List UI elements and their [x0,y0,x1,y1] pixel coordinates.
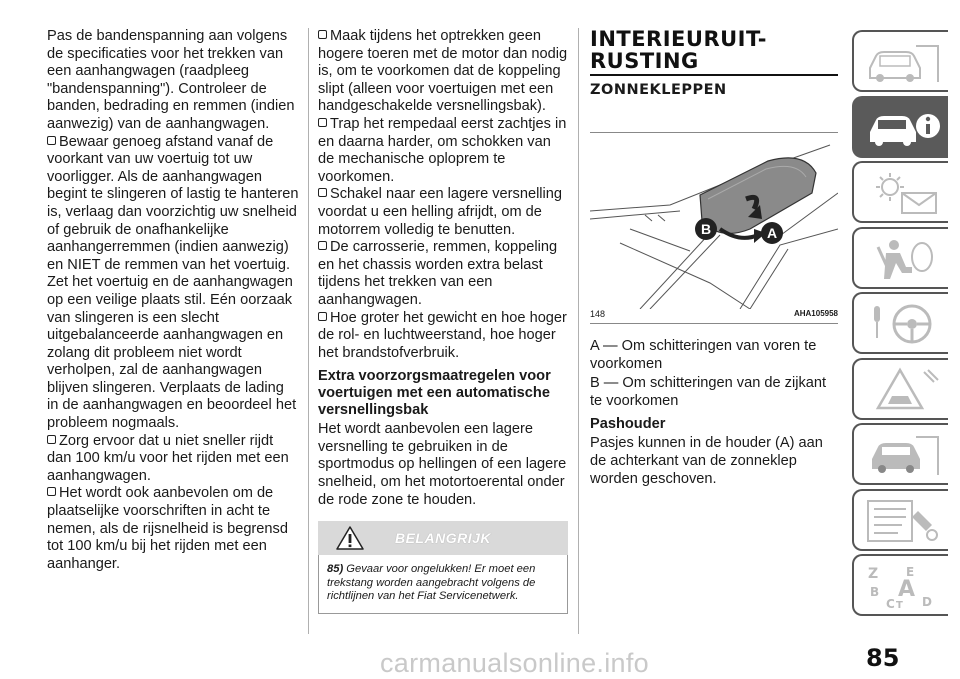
bullet-text: Hoe groter het gewicht en hoe hoger de rol- en luchtweerstand, hoe hoger het brandstofverbruik. [318,309,567,361]
chapter-title [590,28,838,72]
warning-header [318,521,568,555]
tab-car[interactable] [852,30,948,92]
index-letter: E [906,565,915,579]
bullet-box-icon [318,188,327,197]
column-divider-2 [578,28,579,634]
bullet-item [47,485,299,573]
index-letter: D [922,595,932,609]
section-title: ZONNEKLEPPEN [590,82,727,98]
bullet-text: Trap het rempedaal eerst zachtjes in en daarna harder, om schokken van de mechanische oploprem te voorkomen. [318,115,567,185]
index-letter: B [870,585,880,599]
bullet-box-icon [318,118,327,127]
tab-safety[interactable] [852,227,948,289]
sun-visor-illustration [590,133,838,309]
figure-legend [590,338,838,410]
subsection-paragraph: Pasjes kunnen in de houder (A) aan de achterkant van de zonneklep worden geschoven. [590,435,823,487]
bullet-item [47,134,299,433]
sun-visor-figure [590,132,838,309]
tab-car-info[interactable] [852,96,948,158]
figure-label-a: A [766,225,778,241]
column-divider-1 [308,28,309,634]
warning-lights-icon [862,169,942,217]
figure-code: AHA105958 [793,309,838,318]
tab-index[interactable] [852,554,948,616]
bullet-item [318,186,568,239]
tab-specifications[interactable] [852,489,948,551]
intro-paragraph: Pas de bandenspanning aan volgens de specificaties voor het trekken van een aanhangwagen (raadpleeg "bandenspanning"). Controleer de banden, bedrading en remmen (indien aanwezig) van de aanhangwagen. [47,28,295,132]
airbag-icon [862,235,942,283]
figure-number: 148 [590,309,606,319]
bullet-box-icon [318,312,327,321]
chapter-title-line: INTERIEURUIT- [590,27,767,51]
warning-title: BELANGRIJK [394,530,491,547]
subsection-heading: Extra voorzorgsmaatregelen voor voertuigen met een automatische versnellingsbak [318,368,551,419]
legend-item-b: B — Om schitteringen van de zijkant te voorkomen [590,375,827,409]
bullet-text: Bewaar genoeg afstand vanaf de voorkant van uw voertuig tot uw voorligger. Als de aanhangwagen begint te slingeren of lastig te hanteren is, verlaag dan voorzichtig uw snelheid of gebruik de onafhankelijke aanhangerremmen (indien aanwezig) en NIET de remmen van het voertuig. Zet het voertuig en de aanhangwagen op een veilige plaats stil. Eén oorzaak van slingeren is een slecht uitgebalanceerde aanhangwagen en zolang dit probleem niet wordt verholpen, zal de aanhangwagen blijven slingeren. Verplaats de lading in de aanhangwagen en beoordeel het probleem nogmaals. [47,133,299,432]
bullet-item [318,28,568,116]
figure-caption-bar [590,309,838,324]
chapter-title-line: RUSTING [590,49,699,73]
bullet-text: Schakel naar een lagere versnelling voordat u een helling afrijdt, om de motorrem volledig te benutten. [318,186,563,238]
bullet-box-icon [318,241,327,250]
bullet-box-icon [47,435,56,444]
bullet-text: De carrosserie, remmen, koppeling en het chassis worden extra belast tijdens het trekken van een aanhangwagen. [318,239,558,308]
bullet-text: Zorg ervoor dat u niet sneller rijdt dan 100 km/u voor het rijden met een aanhangwagen. [47,432,289,484]
tab-warning-lights[interactable] [852,161,948,223]
chapter-rule [590,74,838,76]
car-maintenance-icon [862,431,942,479]
chapter-tab-sidebar [852,30,948,620]
tab-maintenance[interactable] [852,423,948,485]
specifications-icon [862,497,942,545]
bullet-text: Maak tijdens het optrekken geen hogere toeren met de motor dan nodig is, om te voorkomen dat de koppeling slipt (alleen voor voertuigen met een handgeschakelde versnellingsbak). [318,28,568,115]
warning-box [318,555,568,614]
bullet-item [318,116,568,186]
figure-label-b: B [700,221,712,237]
warning-number: 85) [327,563,344,576]
page-number: 85 [866,644,900,672]
bullet-box-icon [318,30,327,39]
index-icon [862,562,942,610]
column-2 [318,28,568,614]
column-1 [47,28,299,573]
bullet-box-icon [47,136,56,145]
road-warning-icon [862,366,942,414]
bullet-box-icon [47,487,56,496]
tab-starting-driving[interactable] [852,292,948,354]
warning-text: Gevaar voor ongelukken! Er moet een trekstang worden aangebracht volgens de richtlijnen van het Fiat Servicenetwerk. [327,563,536,603]
bullet-item [318,239,568,309]
index-letter: C [886,597,895,610]
car-info-icon [862,104,942,152]
bullet-item [47,433,299,486]
watermark: carmanualsonline.info [380,648,649,678]
tab-emergency[interactable] [852,358,948,420]
legend-item-a: A — Om schitteringen van voren te voorkomen [590,338,817,372]
bullet-text: Het wordt ook aanbevolen om de plaatselijke voorschriften in acht te nemen, als de rijsnelheid is begrensd tot 100 km/u bij het rijden met een aanhanger. [47,485,288,572]
column-3 [590,28,838,488]
car-icon [862,38,942,86]
subsection-paragraph: Het wordt aanbevolen een lagere versnelling te gebruiken in de sportmodus op hellingen of een lagere snelheid, om het motortoerental onder de rode zone te houden. [318,421,567,508]
index-letter: A [898,577,916,602]
steering-wheel-icon [862,300,942,348]
index-letter: Z [868,566,879,582]
bullet-item [318,310,568,363]
subsection-heading: Pashouder [590,416,666,433]
index-letter: T [896,600,903,610]
